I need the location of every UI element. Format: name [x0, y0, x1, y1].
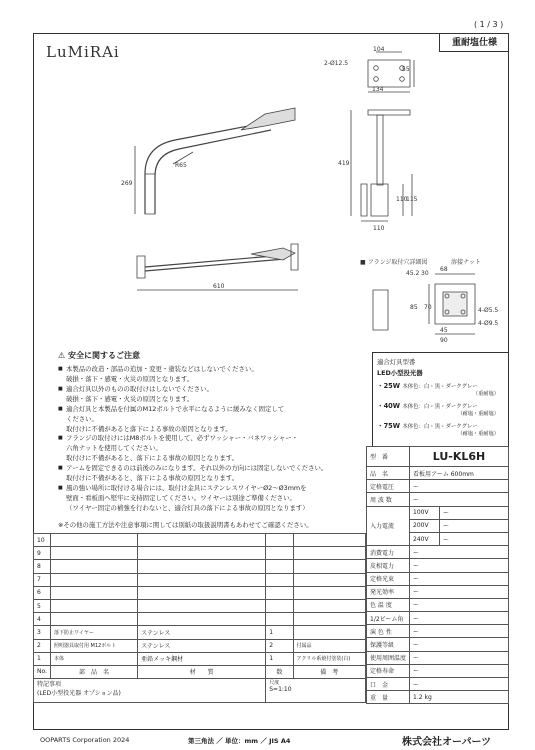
- spec-input-voltage: 200V: [410, 519, 440, 532]
- spec-label: 色 温 度: [367, 598, 410, 611]
- page-number: ( 1 / 3 ): [474, 20, 504, 29]
- spec-badge: 重耐塩仕様: [439, 34, 509, 52]
- side-flange: [371, 184, 388, 216]
- spec-value: ー: [410, 651, 509, 664]
- dim-d85: 85: [410, 304, 418, 311]
- parts-header-note: 備 考: [293, 665, 365, 678]
- fitting-note: （耐塩・重耐塩）: [457, 411, 499, 417]
- spec-row: [367, 585, 509, 598]
- dim-w2: 134: [372, 86, 384, 93]
- safety-item: ■ フランジの取付けにはM8ボルトを使用して、必ずワッシャー・バネワッシャー・ 六角ナットを使用してください。 取付けに不備があると、落下による事故の原因となります。: [58, 434, 358, 464]
- parts-qty: 2: [266, 639, 293, 652]
- spec-value: ー: [410, 664, 509, 677]
- bracket-plate-top: [368, 60, 410, 87]
- spec-row: [367, 493, 509, 506]
- spec-row: [367, 678, 509, 691]
- footer-company: 株式会社オーパーツ: [402, 737, 492, 748]
- spec-model-label: 型 番: [367, 447, 410, 467]
- parts-header-material: 材 質: [138, 665, 266, 678]
- spec-input-label: 入力電流: [367, 506, 410, 546]
- spec-row: [367, 546, 509, 559]
- safety-title-text: 安全に関するご注意: [67, 351, 140, 360]
- fitting-note: （耐塩・重耐塩）: [457, 431, 499, 437]
- spec-input-rows: [367, 506, 509, 546]
- spec-rows-2: [367, 546, 509, 704]
- spec-label: 周 波 数: [367, 493, 410, 506]
- parts-row: [34, 626, 366, 639]
- dim-arm-length: 610: [213, 283, 225, 290]
- safety-item: ■ 本製品の改造・部品の追加・変更・塗装などはしないでください。 破損・落下・感電・火災の原因となります。: [58, 365, 358, 385]
- fitting-color: 本体色：白・黒・ダークグレー: [402, 424, 478, 430]
- spec-label: 1/2ビーム角: [367, 612, 410, 625]
- fitting-subtitle: LED小型投光器: [377, 369, 423, 377]
- spec-row: [367, 625, 509, 638]
- spec-value: ー: [410, 493, 509, 506]
- fitting-row: [377, 420, 505, 430]
- spec-row: [367, 638, 509, 651]
- spec-value: ー: [410, 678, 509, 691]
- special-value: (LED小型投光器 オプション品): [37, 690, 121, 698]
- safety-section: [58, 350, 358, 529]
- dim-w-base: 110: [373, 225, 385, 232]
- side-plate: [361, 184, 367, 216]
- fitting-note: （重耐塩）: [473, 391, 499, 397]
- dim-d90: 90: [440, 337, 448, 344]
- parts-material: ステンレス: [138, 626, 266, 639]
- spec-rows-1: [367, 467, 509, 507]
- parts-no: 2: [34, 639, 51, 652]
- side-top-plate: [368, 110, 410, 115]
- spec-value: ー: [410, 638, 509, 651]
- safety-title: ⚠ 安全に関するご注意: [58, 351, 140, 360]
- bracket-hole: [400, 77, 405, 82]
- lamp-body: [241, 108, 295, 130]
- fitting-watt: ・40W: [377, 402, 401, 410]
- spec-label: 消費電力: [367, 546, 410, 559]
- dim-arm-height: 269: [121, 180, 133, 187]
- spec-label: 演 色 性: [367, 625, 410, 638]
- parts-no: 5: [34, 599, 51, 612]
- spec-value: ー: [410, 559, 509, 572]
- plan-flange: [291, 244, 298, 270]
- spec-row: [367, 559, 509, 572]
- parts-material: ステンレス: [138, 639, 266, 652]
- dim-d30: 30: [421, 270, 429, 277]
- spec-label: 品 名: [367, 467, 410, 480]
- footer-copyright: OOPARTS Corporation 2024: [40, 736, 130, 744]
- arm-mount: [145, 174, 155, 214]
- spec-value: ー: [410, 572, 509, 585]
- spec-label: 皮相電力: [367, 559, 410, 572]
- spec-table: [366, 446, 509, 704]
- arm-curve: [145, 122, 269, 214]
- spec-row: [367, 691, 509, 704]
- dim-hole: 2-Ø12.5: [324, 60, 349, 67]
- parts-body: [34, 534, 366, 666]
- spec-value: ー: [410, 625, 509, 638]
- parts-no: 8: [34, 560, 51, 573]
- spec-label: 定格光束: [367, 572, 410, 585]
- spec-value: ー: [410, 480, 509, 493]
- parts-row: [34, 573, 366, 586]
- flange-detail-side: [373, 290, 388, 330]
- safety-note: ※その他の施工方法や注意事項に関しては別紙の取扱説明書もあわせてご確認ください。: [58, 520, 313, 529]
- dim-h1: 55: [402, 66, 410, 73]
- parts-no: 3: [34, 626, 51, 639]
- spec-input-row: [367, 506, 509, 519]
- plan-lamp: [251, 248, 295, 260]
- spec-input-voltage: 240V: [410, 532, 440, 545]
- flange-hole-a: 4-Ø5.5: [478, 307, 499, 314]
- dim-arm-radius: R65: [175, 162, 187, 169]
- parts-header-no: No.: [34, 665, 51, 678]
- parts-no: 6: [34, 586, 51, 599]
- parts-header-row: [34, 665, 366, 678]
- parts-qty: 1: [266, 652, 293, 665]
- spec-row: [367, 664, 509, 677]
- spec-row: [367, 572, 509, 585]
- parts-no: 9: [34, 547, 51, 560]
- spec-label: 口 金: [367, 678, 410, 691]
- flange-nut-label: 溶接ナット: [451, 259, 481, 266]
- plan-mount: [137, 256, 145, 278]
- fitting-row: [377, 380, 505, 390]
- parts-row: [34, 534, 366, 547]
- fitting-color: 本体色：白・黒・ダークグレー: [402, 384, 478, 390]
- parts-row: [34, 586, 366, 599]
- scale-value: S=1:10: [269, 686, 292, 694]
- dim-h-total: 419: [338, 160, 350, 167]
- spec-row: [367, 480, 509, 493]
- parts-row: [34, 560, 366, 573]
- safety-item: ■ 適合灯具と本製品を付属のM12ボルトで水平になるように緩みなく固定して ください。 取付けに不備があると落下による事故の原因となります。: [58, 405, 358, 435]
- safety-item: ■ 適合灯具以外のものの取付けはしないでください。 破損・落下・感電・火災の原因となります。: [58, 385, 358, 405]
- fitting-watt: ・25W: [377, 382, 401, 390]
- brand-logo: LuMiRAi: [46, 43, 120, 61]
- parts-no: 4: [34, 613, 51, 626]
- parts-header-name: 部 品 名: [50, 665, 137, 678]
- parts-no: 1: [34, 652, 51, 665]
- spec-value: ー: [410, 598, 509, 611]
- spec-input-voltage: 100V: [410, 506, 440, 519]
- dim-d70: 70: [424, 304, 432, 311]
- fitting-box: [372, 352, 509, 446]
- spec-label: 使用周囲温度: [367, 651, 410, 664]
- fitting-row: [377, 400, 505, 410]
- parts-name: 落下防止ワイヤー: [50, 626, 137, 639]
- special-label: 特記事項: [37, 681, 62, 689]
- parts-row: [34, 599, 366, 612]
- spec-row: [367, 651, 509, 664]
- bracket-hole: [374, 66, 379, 71]
- spec-row: [367, 467, 509, 480]
- spec-input-value: ー: [440, 519, 509, 532]
- spec-label: 重 量: [367, 691, 410, 704]
- bracket-hole: [374, 77, 379, 82]
- scale-label: 尺度: [269, 680, 280, 687]
- parts-row: [34, 652, 366, 665]
- dim-h-mid: 115: [406, 196, 418, 203]
- dim-w1: 104: [373, 46, 385, 53]
- safety-item: ■ 風の強い場所に取付ける場合には、取付け金具にステンレスワイヤーØ2〜Ø3mmを 壁面・看板面へ堅牢に支持固定してください。ワイヤーは別途ご準備ください。 （ワイヤー固定の補強を行わないと、適合灯具の落下による事故の原因となります）: [58, 484, 358, 514]
- flange-title: ■ フランジ取付穴詳細図: [360, 259, 428, 266]
- parts-table: [33, 533, 366, 703]
- parts-header-qty: 数: [266, 665, 293, 678]
- safety-item: ■ アームを固定できるのは前後のみになります。それ以外の方向には固定しないでください。 取付けに不備があると、落下による事故の原因となります。: [58, 464, 358, 484]
- safety-list: [58, 365, 358, 514]
- spec-row: [367, 612, 509, 625]
- dim-d45-2: 45.2: [406, 270, 420, 277]
- parts-row: [34, 547, 366, 560]
- spec-value: 1.2 kg: [410, 691, 509, 704]
- parts-note: [293, 626, 365, 639]
- spec-value: ー: [410, 585, 509, 598]
- fitting-rows: [377, 380, 505, 437]
- spec-label: 定格電圧: [367, 480, 410, 493]
- technical-drawing: [33, 34, 509, 350]
- spec-label: 定格寿命: [367, 664, 410, 677]
- parts-qty: 1: [266, 626, 293, 639]
- parts-note: アクリル系焼付塗装(白): [293, 652, 365, 665]
- parts-row: [34, 613, 366, 626]
- parts-row: [34, 639, 366, 652]
- special-notes: [34, 679, 266, 703]
- spec-row: [367, 598, 509, 611]
- spec-input-value: ー: [440, 532, 509, 545]
- spec-input-value: ー: [440, 506, 509, 519]
- fitting-color: 本体色：白・黒・ダークグレー: [402, 404, 478, 410]
- parts-note: 付属品: [293, 639, 365, 652]
- side-pole: [377, 115, 383, 185]
- spec-label: 発光効率: [367, 585, 410, 598]
- spec-value: ー: [410, 612, 509, 625]
- parts-name: 照明器具取付用 M12ボルト: [50, 639, 137, 652]
- parts-no: 10: [34, 534, 51, 547]
- spec-value: ー: [410, 546, 509, 559]
- parts-no: 7: [34, 573, 51, 586]
- scale-cell: [266, 679, 366, 703]
- footer-projection: 第三角法 ／ 単位：mm ／ JIS A4: [188, 737, 291, 745]
- fitting-watt: ・75W: [377, 422, 401, 430]
- dim-d45: 45: [440, 327, 448, 334]
- spec-model: LU-KL6H: [410, 447, 509, 467]
- fitting-title: 適合灯具型番: [377, 358, 416, 366]
- spec-label: 保護等級: [367, 638, 410, 651]
- dim-d68: 68: [440, 266, 448, 273]
- parts-name: 本体: [50, 652, 137, 665]
- parts-material: 亜鉛メッキ鋼材: [138, 652, 266, 665]
- flange-hole-b: 4-Ø9.5: [478, 320, 499, 327]
- spec-value: 看板用アーム 600mm: [410, 467, 509, 480]
- arm-curve-inner: [155, 130, 271, 214]
- dim-h-low: 110: [396, 196, 408, 203]
